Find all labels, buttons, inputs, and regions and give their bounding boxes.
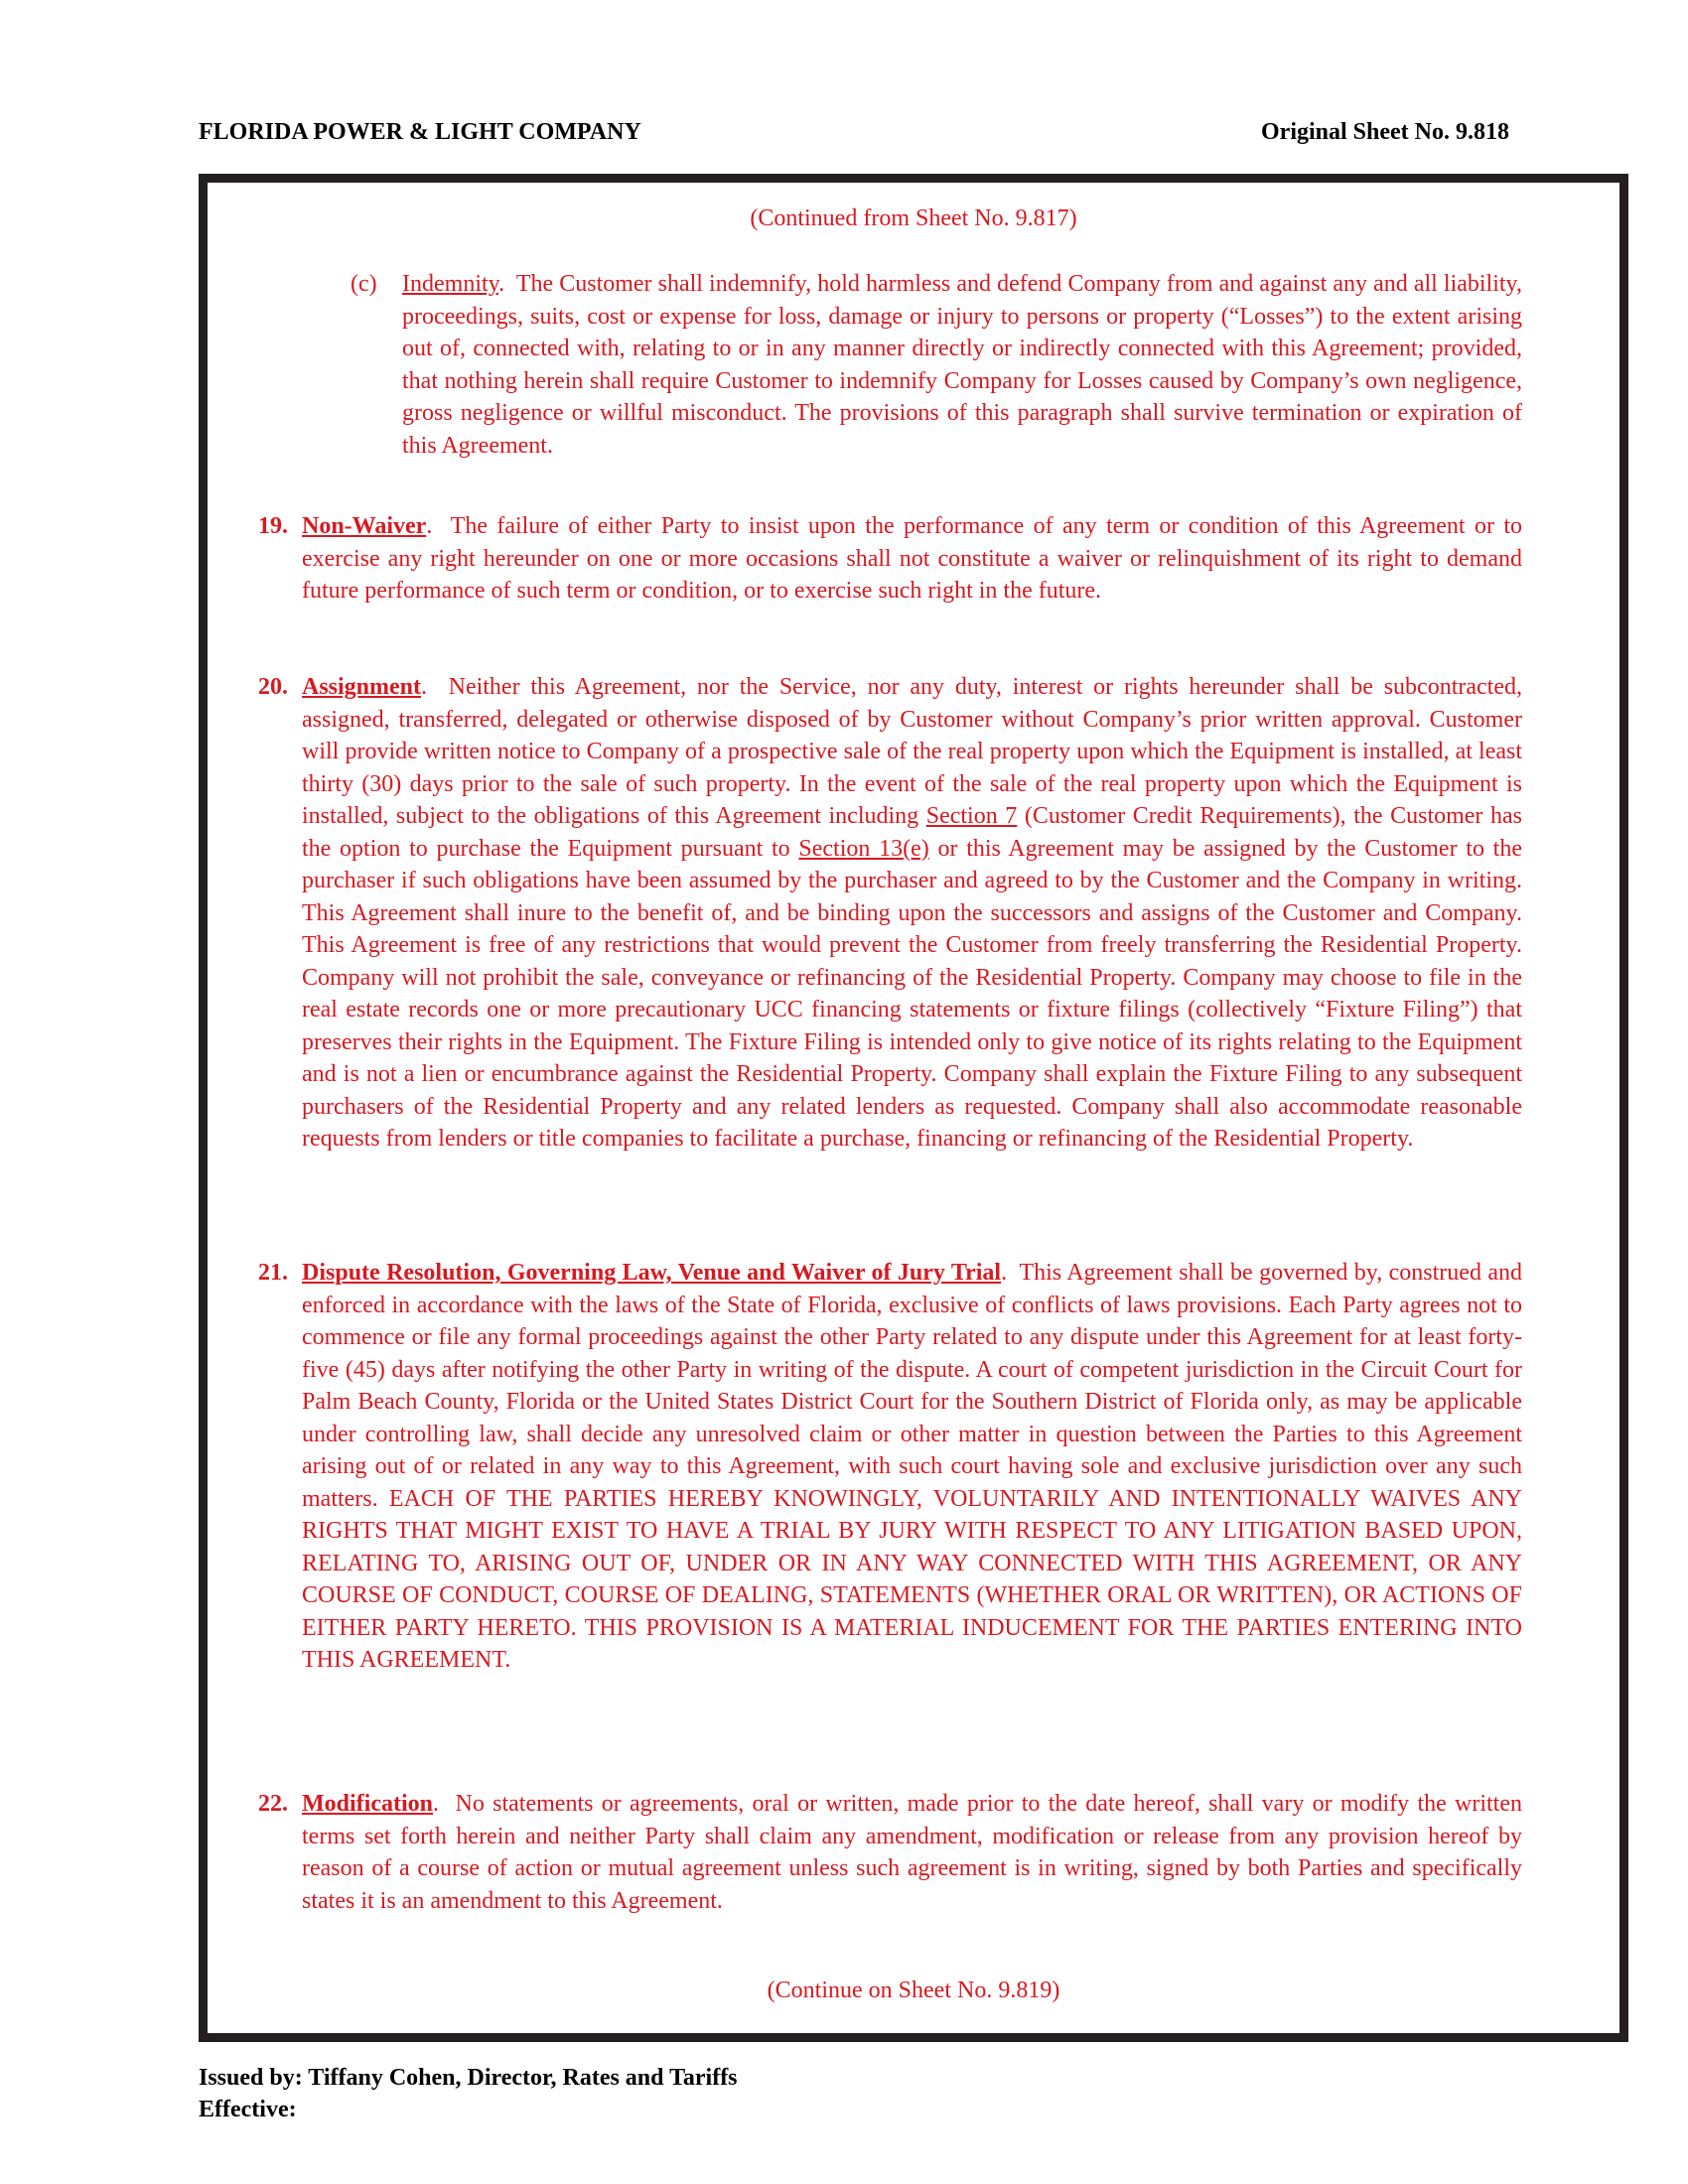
indemnity-paragraph: (c) Indemnity. The Customer shall indemnify, hold harmless and defend Company from and against any and all liability, proceedings, suits, cost or expense for loss, damage or injury to persons or property (“Losses”) to the extent arising out of, connected with, relating to or in any manner directly or indirectly connected with this Agreement; provided, that nothing herein shall require Customer to indemnify Company for Losses caused by Company’s own negligence, gross negligence or willful misconduct. The provisions of this paragraph shall survive termination or expiration of this Agreement. [402, 268, 1522, 462]
effective-date: Effective: [199, 2097, 297, 2122]
section-19: 19. Non-Waiver. The failure of either Party to insist upon the performance of any term or condition of this Agreement or to exercise any right hereunder on one or more occasions shall not constitute a waiver or relinquishment of its right to demand future performance of such term or condition, or to exercise such right in the future. [302, 510, 1522, 608]
section-text: No statements or agreements, oral or written, made prior to the date hereof, shall vary or modify the written terms set forth herein and neither Party shall claim any amendment, modification or release from any provision hereof by reason of a course of action or mutual agreement unless such agreement is in writing, signed by both Parties and specifically states it is an amendment to this Agreement. [302, 1791, 1523, 1914]
company-name: FLORIDA POWER & LIGHT COMPANY [199, 119, 641, 145]
section-title: Non-Waiver [302, 513, 427, 539]
section-title: Modification [302, 1791, 433, 1817]
tariff-sheet-frame [199, 174, 1628, 2042]
section-13e-reference: Section 13(e) [798, 835, 929, 862]
section-7-reference: Section 7 [925, 803, 1018, 829]
section-number: 21. [258, 1260, 288, 1286]
section-number: 22. [258, 1791, 288, 1817]
issued-by: Issued by: Tiffany Cohen, Director, Rates and Tariffs [199, 2065, 738, 2091]
section-21: 21. Dispute Resolution, Governing Law, Venue and Waiver of Jury Trial. This Agreement shall be governed by, construed and enforced in accordance with the laws of the State of Florida, exclusive of conflicts of laws provisions. Each Party agrees not to commence or file any formal proceedings against the other Party related to any dispute under this Agreement for at least forty-five (45) days after notifying the other Party in writing of the dispute. A court of competent jurisdiction in the Circuit Court for Palm Beach County, Florida or the United States District Court for the Southern District of Florida only, as may be applicable under controlling law, shall decide any unresolved claim or other matter in question between the Parties to this Agreement arising out of or related in any way to this Agreement, with such court having sole and exclusive jurisdiction over any such matters. EACH OF THE PARTIES HEREBY KNOWINGLY, VOLUNTARILY AND INTENTIONALLY WAIVES ANY RIGHTS THAT MIGHT EXIST TO HAVE A TRIAL BY JURY WITH RESPECT TO ANY LITIGATION BASED UPON, RELATING TO, ARISING OUT OF, UNDER OR IN ANY WAY CONNECTED WITH THIS AGREEMENT, OR ANY COURSE OF CONDUCT, COURSE OF DEALING, STATEMENTS (WHETHER ORAL OR WRITTEN), OR ACTIONS OF EITHER PARTY HERETO. THIS PROVISION IS A MATERIAL INDUCEMENT FOR THE PARTIES ENTERING INTO THIS AGREEMENT. [302, 1257, 1522, 1677]
section-text: (Customer Credit Requirements), the Customer has the option to purchase the Equipment pursuant to [302, 803, 1522, 862]
continued-from-note: (Continued from Sheet No. 9.817) [750, 205, 1077, 231]
section-title: Assignment [302, 674, 422, 700]
subsection-marker: (c) [351, 271, 377, 297]
section-20: 20. Assignment. Neither this Agreement, nor the Service, nor any duty, interest or rights hereunder shall be subcontracted, assigned, transferred, delegated or otherwise disposed of by Customer without Company’s prior written approval. Customer will provide written notice to Company of a prospective sale of the real property upon which the Equipment is installed, at least thirty (30) days prior to the sale of such property. In the event of the sale of the real property upon which the Equipment is installed, subject to the obligations of this Agreement including Section 7 (Customer Credit Requirements), the Customer has the option to purchase the Equipment pursuant to Section 13(e) or this Agreement may be assigned by the Customer to the purchaser if such obligations have been assumed by the purchaser and agreed to by the Customer and the Company in writing. This Agreement shall inure to the benefit of, and be binding upon the successors and assigns of the Customer and Company. This Agreement is free of any restrictions that would prevent the Customer from freely transferring the Residential Property. Company will not prohibit the sale, conveyance or refinancing of the Residential Property. Company may choose to file in the real estate records one or more precautionary UCC financing statements or fixture filings (collectively “Fixture Filing”) that preserves their rights in the Equipment. The Fixture Filing is intended only to give notice of its rights relating to the Equipment and is not a lien or encumbrance against the Residential Property. Company shall explain the Fixture Filing to any subsequent purchasers of the Residential Property and any related lenders as requested. Company shall also accommodate reasonable requests from lenders or title companies to facilitate a purchase, financing or refinancing of the Residential Property. [302, 671, 1522, 1156]
section-text: The failure of either Party to insist upon the performance of any term or condition of this Agreement or to exercise any right hereunder on one or more occasions shall not constitute a waiver or relinquishment of its right to demand future performance of such term or condition, or to exercise such right in the future. [302, 513, 1522, 604]
section-text: This Agreement shall be governed by, construed and enforced in accordance with the laws of the State of Florida, exclusive of conflicts of laws provisions. Each Party agrees not to commence or file any formal proceedings against the other Party related to any dispute under this Agreement for at least forty-five (45) days after notifying the other Party in writing of the dispute. A court of competent jurisdiction in the Circuit Court for Palm Beach County, Florida or the United States District Court for the Southern District of Florida only, as may be applicable under controlling law, shall decide any unresolved claim or other matter in question between the Parties to this Agreement arising out of or related in any way to this Agreement, with such court having sole and exclusive jurisdiction over any such matters. EACH OF THE PARTIES HEREBY KNOWINGLY, VOLUNTARILY AND INTENTIONALLY WAIVES ANY RIGHTS THAT MIGHT EXIST TO HAVE A TRIAL BY JURY WITH RESPECT TO ANY LITIGATION BASED UPON, RELATING TO, ARISING OUT OF, UNDER OR IN ANY WAY CONNECTED WITH THIS AGREEMENT, OR ANY COURSE OF CONDUCT, COURSE OF DEALING, STATEMENTS (WHETHER ORAL OR WRITTEN), OR ACTIONS OF EITHER PARTY HERETO. THIS PROVISION IS A MATERIAL INDUCEMENT FOR THE PARTIES ENTERING INTO THIS AGREEMENT. [302, 1260, 1523, 1673]
continued-on-note: (Continue on Sheet No. 9.819) [767, 1978, 1060, 2003]
sheet-number: Original Sheet No. 9.818 [1261, 119, 1509, 145]
indemnity-text: The Customer shall indemnify, hold harmless and defend Company from and against any and all liability, proceedings, suits, cost or expense for loss, damage or injury to persons or property (“Losses”) to the extent arising out of, connected with, relating to or in any manner directly or indirectly connected with this Agreement; provided, that nothing herein shall require Customer to indemnify Company for Losses caused by Company’s own negligence, gross negligence or willful misconduct. The provisions of this paragraph shall survive termination or expiration of this Agreement. [402, 271, 1522, 459]
section-22: 22. Modification. No statements or agreements, oral or written, made prior to the date hereof, shall vary or modify the written terms set forth herein and neither Party shall claim any amendment, modification or release from any provision hereof by reason of a course of action or mutual agreement unless such agreement is in writing, signed by both Parties and specifically states it is an amendment to this Agreement. [302, 1788, 1522, 1917]
section-number: 19. [258, 513, 288, 539]
section-text: or this Agreement may be assigned by the Customer to the purchaser if such obligations have been assumed by the purchaser and agreed to by the Customer and the Company in writing. This Agreement shall inure to the benefit of, and be binding upon the successors and assigns of the Customer and Company. This Agreement is free of any restrictions that would prevent the Customer from freely transferring the Residential Property. Company will not prohibit the sale, conveyance or refinancing of the Residential Property. Company may choose to file in the real estate records one or more precautionary UCC financing statements or fixture filings (collectively “Fixture Filing”) that preserves their rights in the Equipment. The Fixture Filing is intended only to give notice of its rights relating to the Equipment and is not a lien or encumbrance against the Residential Property. Company shall explain the Fixture Filing to any subsequent purchasers of the Residential Property and any related lenders as requested. Company shall also accommodate reasonable requests from lenders or title companies to facilitate a purchase, financing or refinancing of the Residential Property. [302, 835, 1523, 1152]
section-number: 20. [258, 674, 288, 700]
section-title: Dispute Resolution, Governing Law, Venue and Waiver of Jury Trial [302, 1260, 1002, 1286]
section-text: Neither this Agreement, nor the Service, nor any duty, interest or rights hereunder shall be subcontracted, assigned, transferred, delegated or otherwise disposed of by Customer without Company’s prior written approval. Customer will provide written notice to Company of a prospective sale of the real property upon which the Equipment is installed, at least thirty (30) days prior to the sale of such property. In the event of the sale of the real property upon which the Equipment is installed, subject to the obligations of this Agreement including [302, 674, 1522, 829]
indemnity-title: Indemnity [402, 271, 499, 297]
